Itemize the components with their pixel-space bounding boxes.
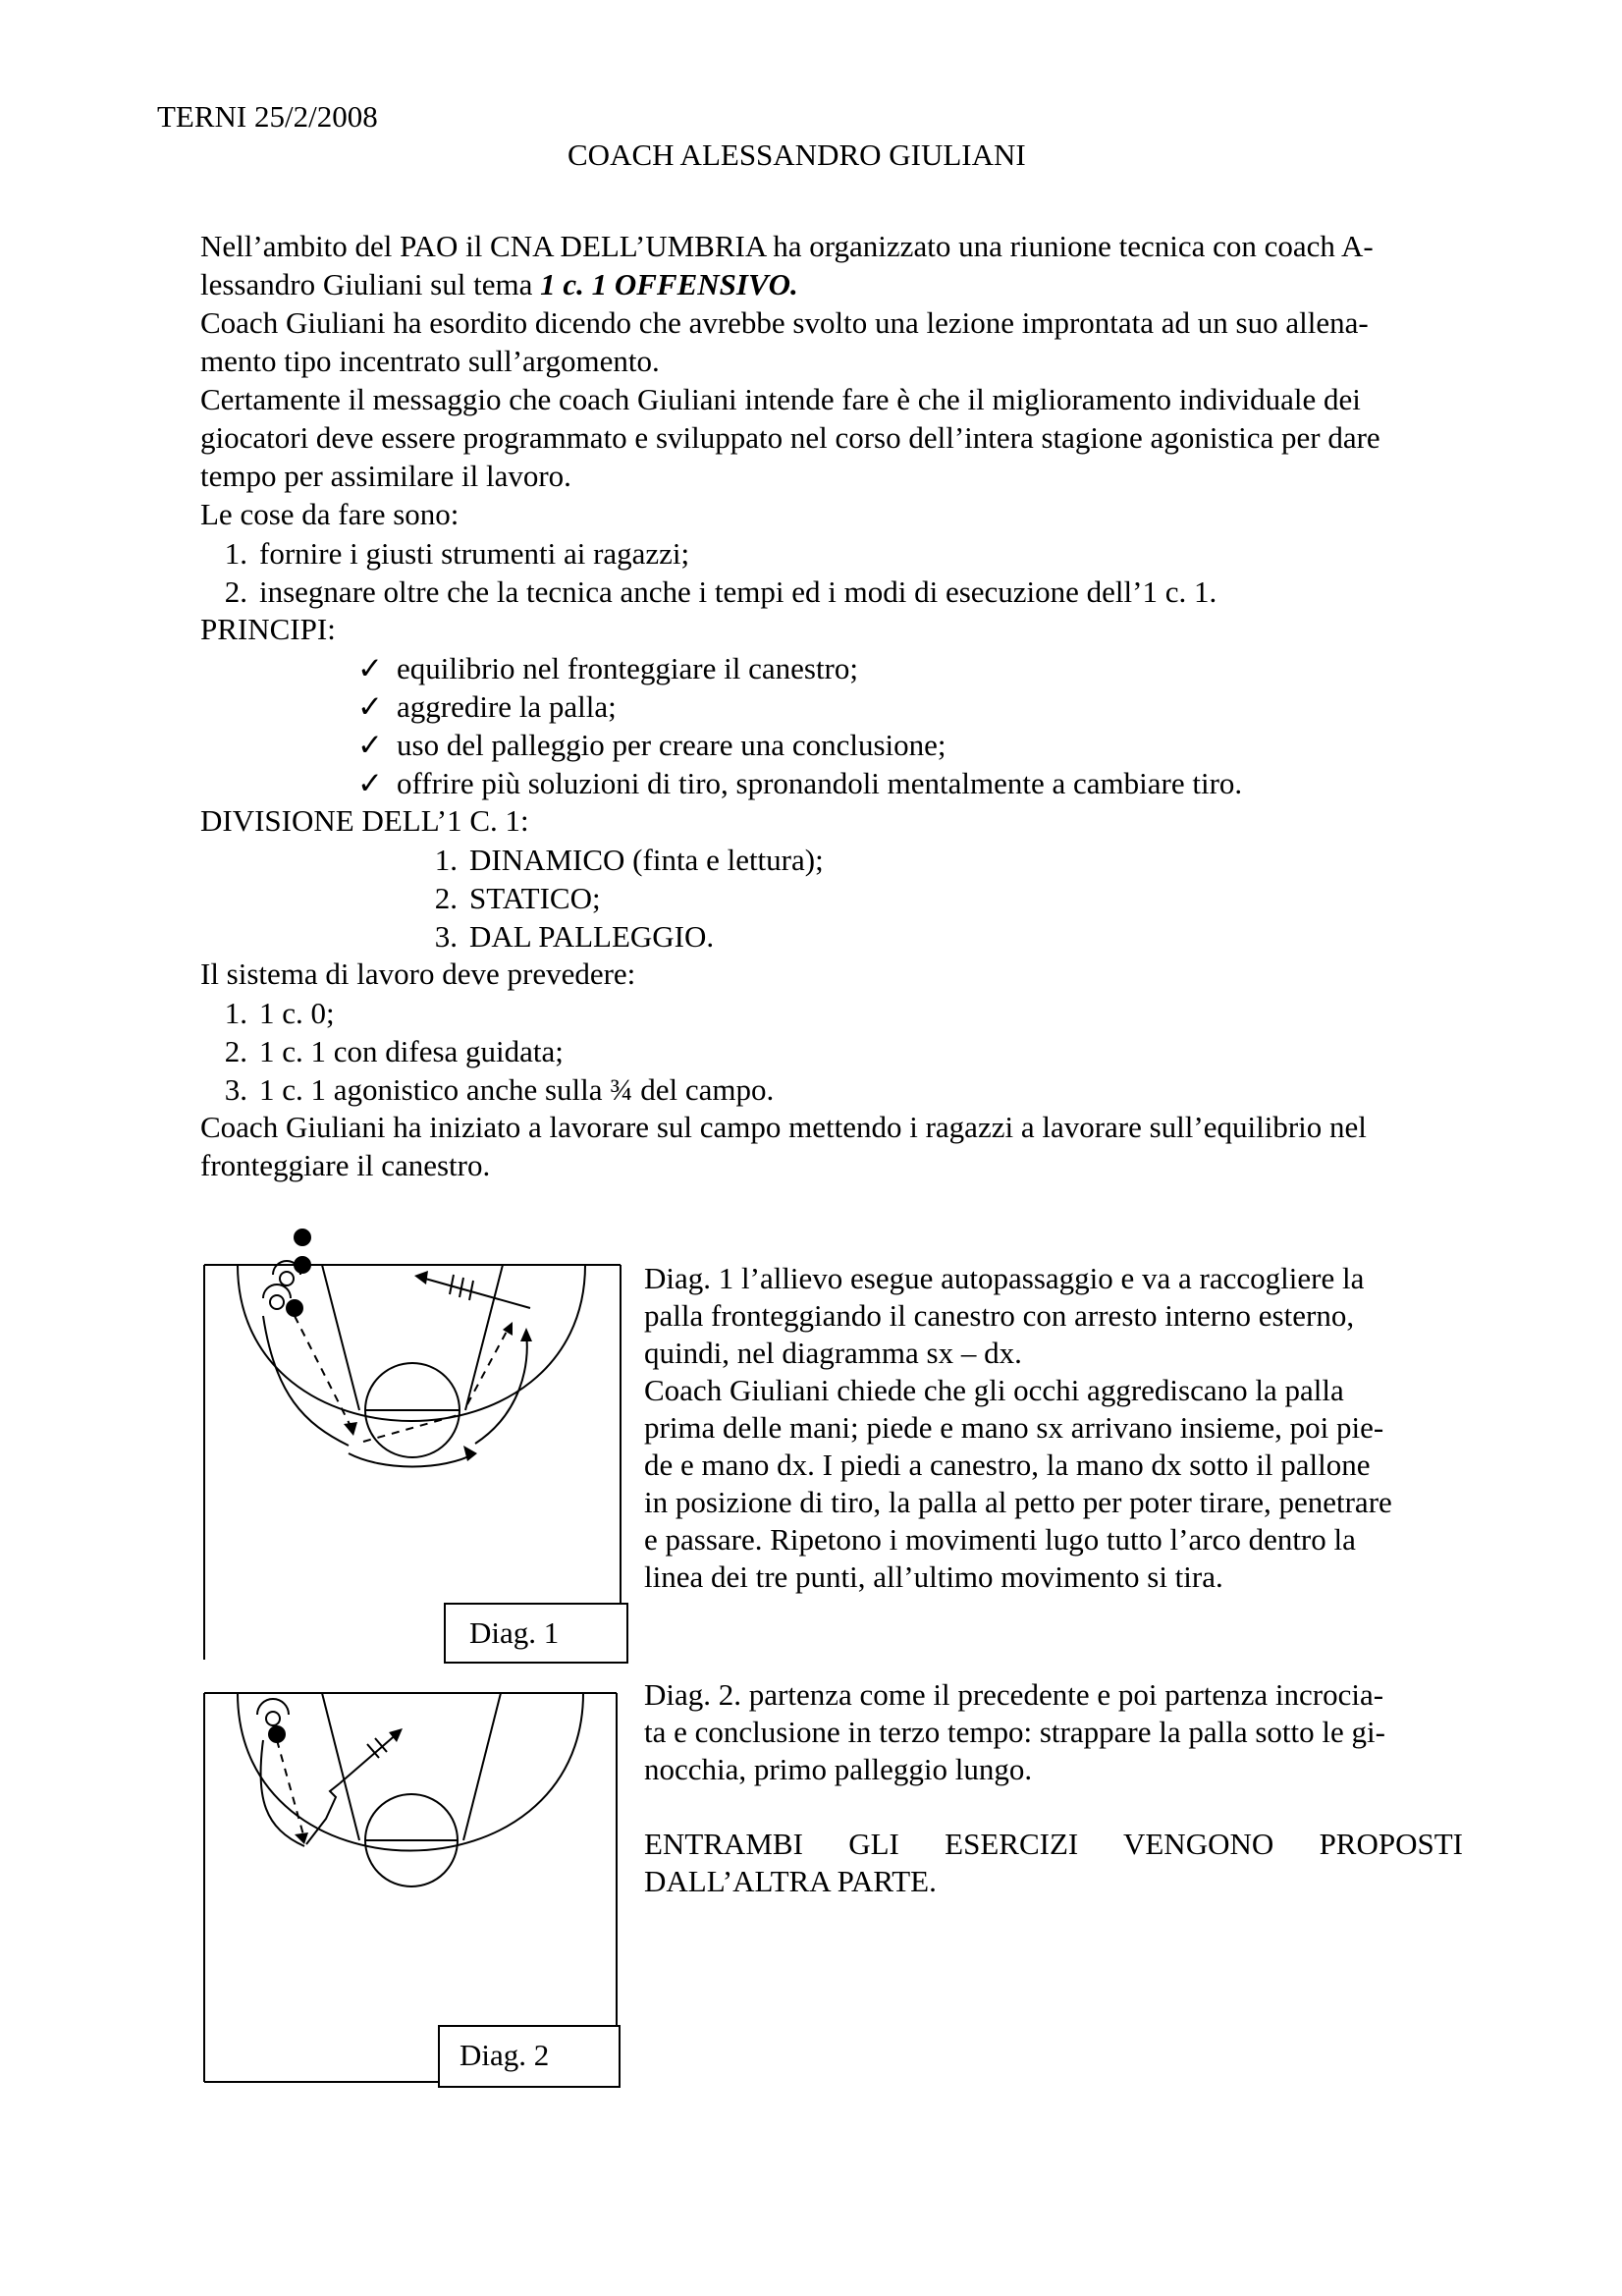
ball-icon <box>269 1726 285 1742</box>
system-heading: Il sistema di lavoro deve prevedere: <box>200 957 636 991</box>
principle-item <box>357 649 858 687</box>
intro-line-2-text: lessandro Giuliani sul tema <box>200 267 541 301</box>
date-line: TERNI 25/2/2008 <box>157 99 378 134</box>
diagram-1-line: prima delle mani; piede e mano sx arrivano insieme, poi pie- <box>644 1410 1384 1445</box>
intro-p2-line-1: Coach Giuliani ha esordito dicendo che avrebbe svolto una lezione improntata ad un suo allena- <box>200 305 1369 340</box>
principle-text: equilibrio nel fronteggiare il canestro; <box>397 651 858 685</box>
arrowhead <box>520 1328 532 1341</box>
intro-p2-line-2: mento tipo incentrato sull’argomento. <box>200 344 660 378</box>
player-icon <box>270 1295 284 1309</box>
diagram-2-line: Diag. 2. partenza come il precedente e poi partenza incrocia- <box>644 1677 1384 1712</box>
diagram-1-line: in posizione di tiro, la palla al petto per poter tirare, penetrare <box>644 1485 1392 1519</box>
cut-path <box>349 1453 475 1467</box>
diagram-2-line: ta e conclusione in terzo tempo: strappare la palla sotto le gi- <box>644 1715 1385 1749</box>
diagram-2-label: Diag. 2 <box>460 2038 550 2072</box>
drive-arrow <box>340 1732 399 1783</box>
intro-line-1: Nell’ambito del PAO il CNA DELL’UMBRIA ha organizzato una riunione tecnica con coach A- <box>200 229 1374 263</box>
diagram-1-line: quindi, nel diagramma sx – dx. <box>644 1336 1022 1370</box>
system-item-number: 1. <box>224 996 247 1030</box>
page-title: COACH ALESSANDRO GIULIANI <box>568 137 1026 172</box>
cut-path <box>475 1334 527 1444</box>
lane-line <box>465 1265 503 1410</box>
diagram-1-line: Diag. 1 l’allievo esegue autopassaggio e va a raccogliere la <box>644 1261 1365 1295</box>
division-item <box>412 879 601 917</box>
hash-mark <box>450 1275 454 1294</box>
principle-item <box>357 726 946 764</box>
principle-item <box>357 687 617 726</box>
diagram-1 <box>196 1218 628 1669</box>
system-item <box>202 1070 774 1109</box>
ball-icon <box>295 1230 310 1245</box>
diagram-2-text <box>644 1676 1463 1900</box>
check-icon: ✓ <box>357 766 383 800</box>
system-item <box>202 1032 564 1070</box>
arrowhead <box>503 1322 513 1336</box>
todo-heading: Le cose da fare sono: <box>200 497 460 531</box>
dribble-path <box>306 1783 340 1844</box>
cut-path <box>263 1316 349 1446</box>
ball-icon <box>287 1300 302 1316</box>
check-icon: ✓ <box>357 728 383 762</box>
both-exercises-note: ENTRAMBI GLI ESERCIZI VENGONO PROPOSTI <box>644 1827 1463 1861</box>
system-item <box>202 994 335 1032</box>
division-item-text: DINAMICO (finta e lettura); <box>469 843 824 877</box>
spacer <box>644 1788 1463 1826</box>
diagram-1-text <box>644 1260 1463 1596</box>
cut-path <box>260 1740 304 1846</box>
topic-emphasis: 1 c. 1 OFFENSIVO. <box>540 267 798 301</box>
todo-item-number: 2. <box>224 574 247 609</box>
pass-line <box>467 1328 509 1404</box>
pass-line <box>277 1740 304 1838</box>
diagram-1-label: Diag. 1 <box>469 1615 560 1650</box>
closing-line-2: fronteggiare il canestro. <box>200 1148 491 1182</box>
player-icon <box>280 1272 294 1285</box>
division-item-text: DAL PALLEGGIO. <box>469 919 715 954</box>
diagram-1-label-box <box>444 1603 628 1664</box>
intro-p3-line-3: tempo per assimilare il lavoro. <box>200 459 571 493</box>
closing-line-1: Coach Giuliani ha iniziato a lavorare sul campo mettendo i ragazzi a lavorare sull’equilibrio nel <box>200 1110 1367 1144</box>
principle-item <box>357 764 1242 802</box>
intro-line-2 <box>200 266 798 303</box>
todo-item <box>202 573 1216 611</box>
intro-p3-line-1: Certamente il messaggio che coach Giuliani intende fare è che il miglioramento individuale dei <box>200 382 1361 416</box>
arrowhead <box>414 1271 428 1285</box>
diagram-1-line: e passare. Ripetono i movimenti lugo tutto l’arco dentro la <box>644 1522 1356 1557</box>
principles-heading: PRINCIPI: <box>200 612 336 646</box>
three-point-arc <box>238 1693 583 1851</box>
division-heading: DIVISIONE DELL’1 C. 1: <box>200 803 529 838</box>
diagram-1-line: palla fronteggiando il canestro con arresto interno esterno, <box>644 1298 1355 1333</box>
check-icon: ✓ <box>357 689 383 724</box>
diagram-1-line: Coach Giuliani chiede che gli occhi aggrediscano la palla <box>644 1373 1344 1407</box>
todo-item-text: fornire i giusti strumenti ai ragazzi; <box>259 536 690 571</box>
lane-line <box>463 1693 501 1840</box>
division-item-number: 2. <box>434 881 458 915</box>
todo-item-text: insegnare oltre che la tecnica anche i tempi ed i modi di esecuzione dell’1 c. 1. <box>259 574 1217 609</box>
shot-arrow <box>418 1277 530 1308</box>
diagram-2-label-box <box>438 2025 621 2088</box>
system-item-text: 1 c. 0; <box>259 996 335 1030</box>
player-icon <box>266 1712 280 1725</box>
system-item-text: 1 c. 1 con difesa guidata; <box>259 1034 564 1068</box>
todo-item-number: 1. <box>224 536 247 571</box>
division-item <box>412 841 824 879</box>
division-item-text: STATICO; <box>469 881 601 915</box>
check-icon: ✓ <box>357 651 383 685</box>
division-item <box>412 917 714 956</box>
division-item-number: 1. <box>434 843 458 877</box>
principle-text: aggredire la palla; <box>397 689 617 724</box>
system-item-number: 3. <box>224 1072 247 1107</box>
system-item-number: 2. <box>224 1034 247 1068</box>
principle-text: offrire più soluzioni di tiro, spronandoli mentalmente a cambiare tiro. <box>397 766 1243 800</box>
intro-p3-line-2: giocatori deve essere programmato e sviluppato nel corso dell’intera stagione agonistica per dare <box>200 420 1380 455</box>
division-item-number: 3. <box>434 919 458 954</box>
arrowhead <box>344 1422 357 1436</box>
system-item-text: 1 c. 1 agonistico anche sulla ¾ del campo. <box>259 1072 775 1107</box>
todo-item <box>202 534 689 573</box>
lane-line <box>322 1693 359 1840</box>
diagram-1-line: de e mano dx. I piedi a canestro, la mano dx sotto il pallone <box>644 1448 1371 1482</box>
lane-line <box>322 1265 359 1410</box>
diagram-1-line: linea dei tre punti, all’ultimo movimento si tira. <box>644 1559 1223 1594</box>
principle-text: uso del palleggio per creare una conclusione; <box>397 728 946 762</box>
both-exercises-note: DALL’ALTRA PARTE. <box>644 1864 937 1898</box>
diagram-2-line: nocchia, primo palleggio lungo. <box>644 1752 1033 1786</box>
